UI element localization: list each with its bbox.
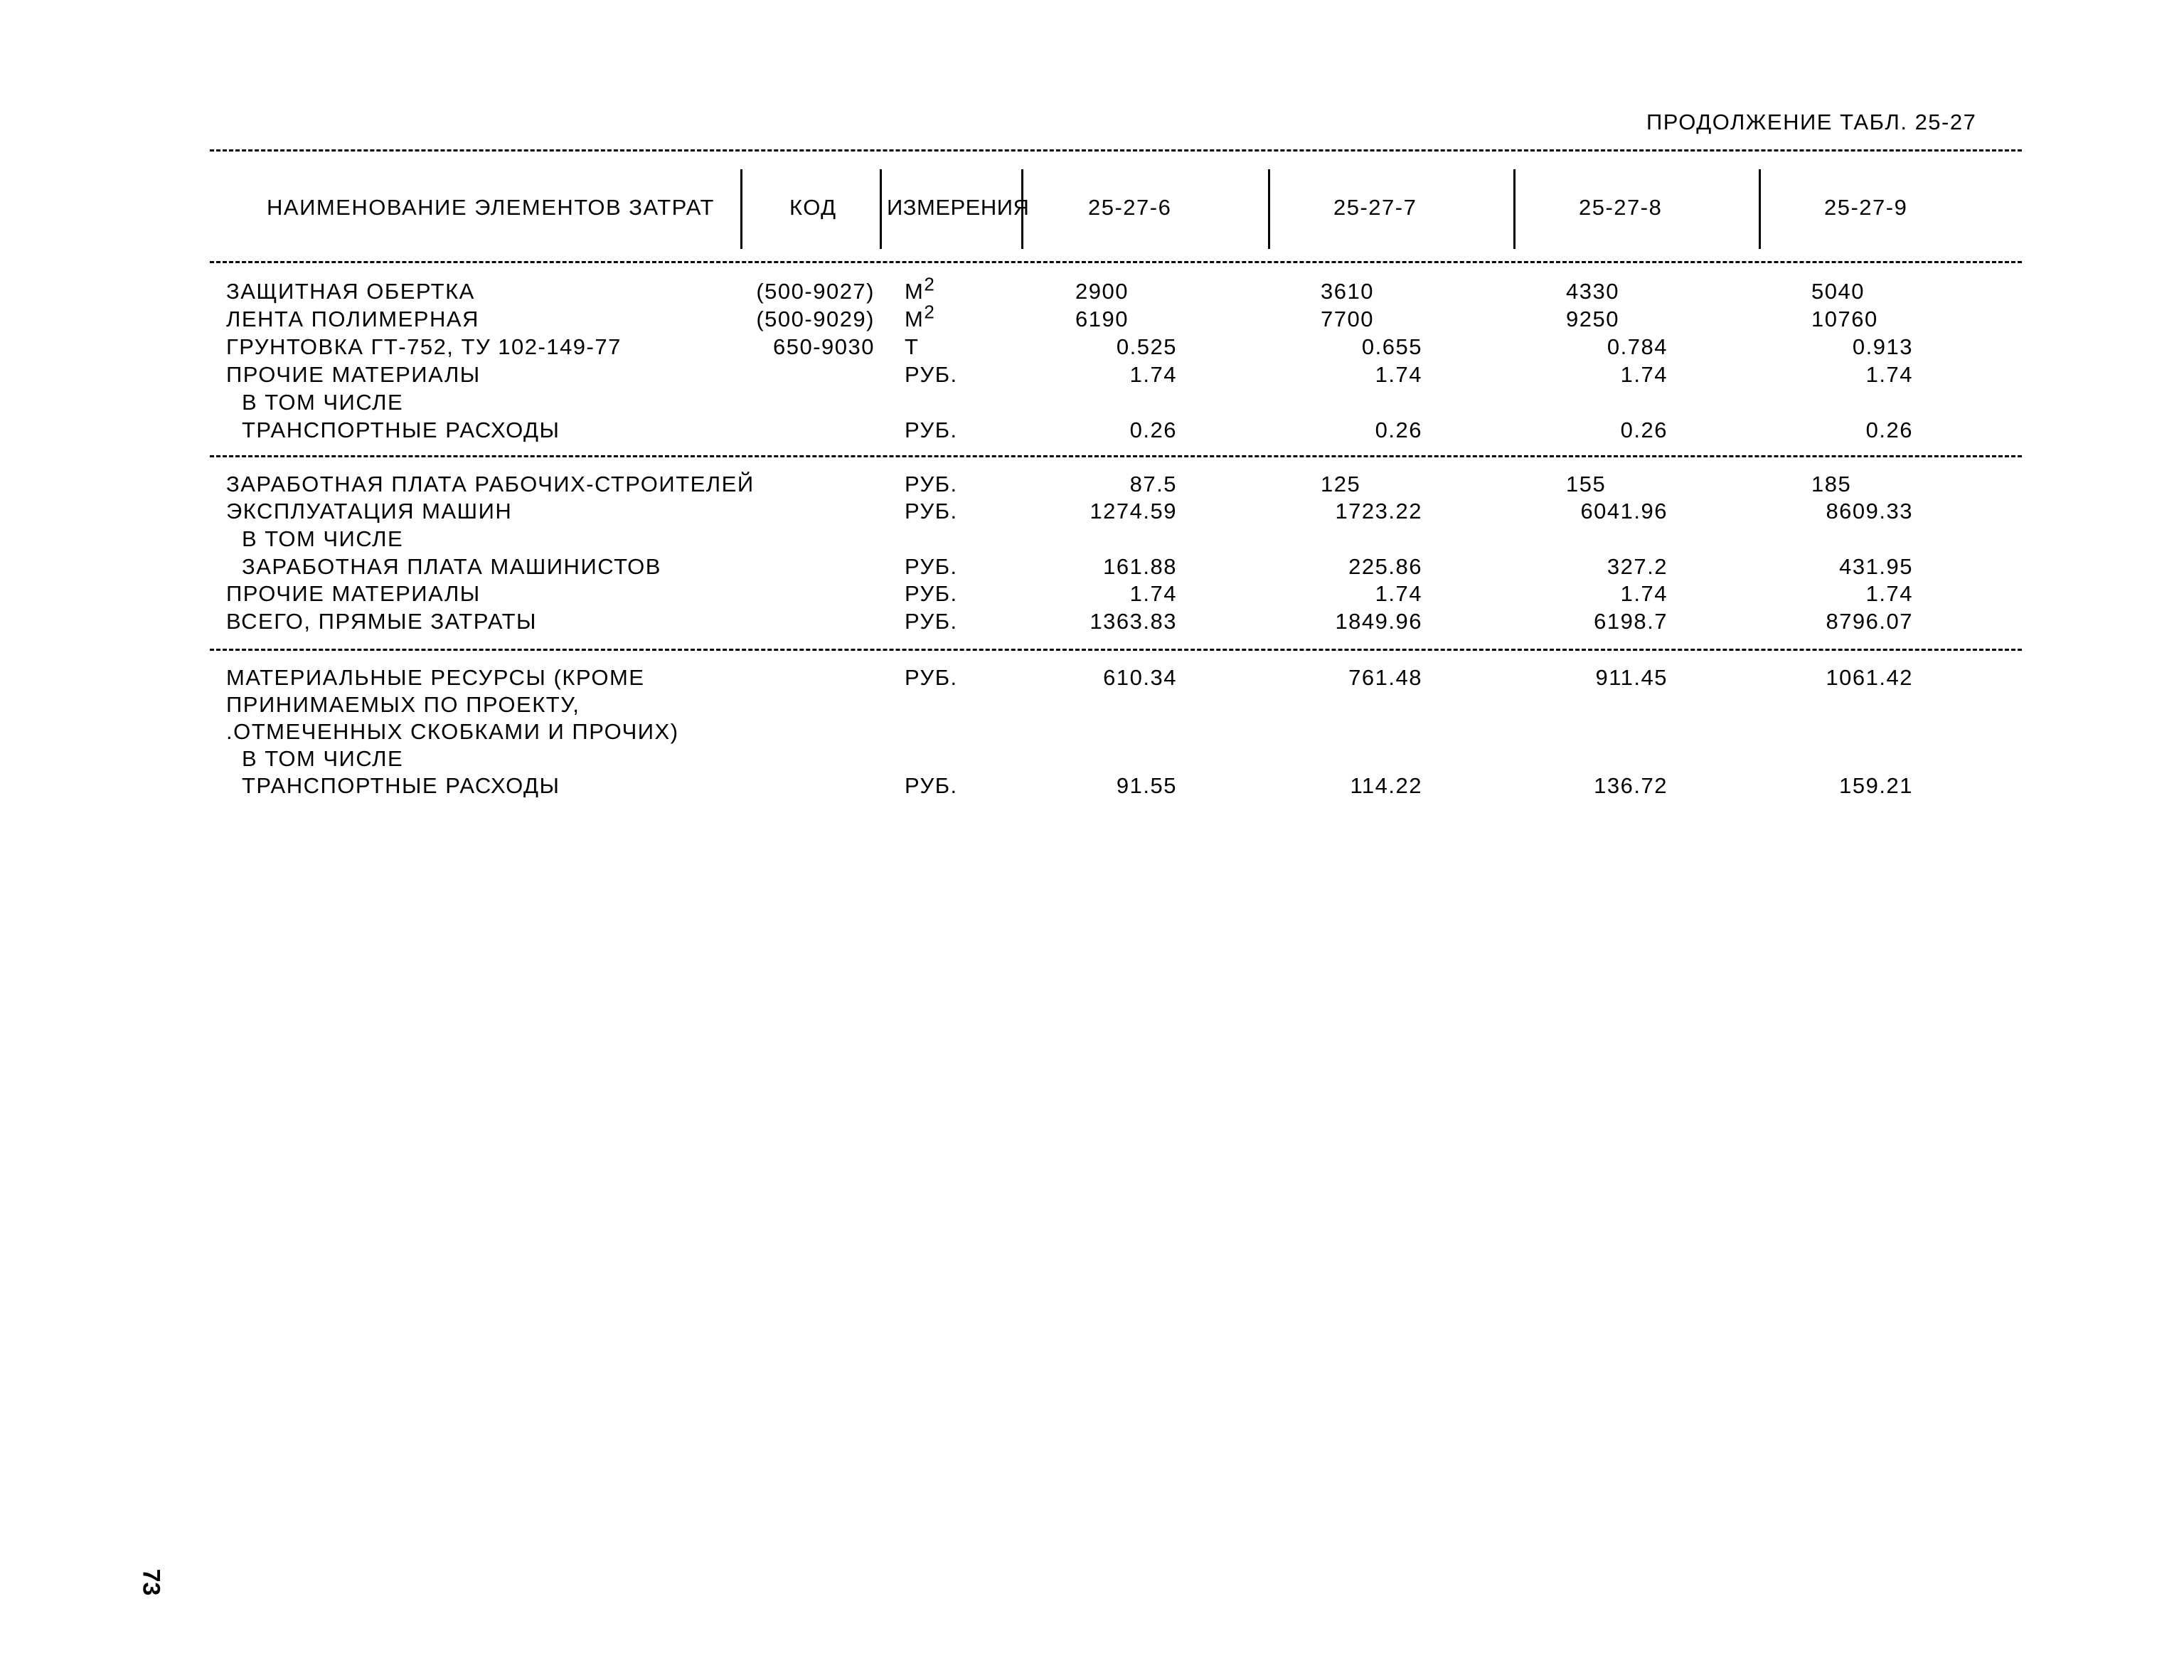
header-separator <box>1759 169 1761 249</box>
row-unit-text: РУБ. <box>905 609 958 634</box>
row-value: 114.22 <box>1350 773 1422 798</box>
row-unit-text: РУБ. <box>905 773 958 798</box>
row-name: ПРИНИМАЕМЫХ ПО ПРОЕКТУ, <box>226 692 580 717</box>
row-unit-text: РУБ. <box>905 554 958 579</box>
row-unit <box>905 273 936 304</box>
row-unit-text: Т <box>905 334 920 359</box>
row-name: ГРУНТОВКА ГТ-752, ТУ 102-149-77 <box>226 334 622 359</box>
row-value: 1.74 <box>1620 581 1668 606</box>
row-value: 9250 <box>1566 307 1619 331</box>
row-value: 159.21 <box>1839 773 1913 798</box>
row-value: 0.655 <box>1361 334 1422 359</box>
row-code: (500-9027) <box>756 279 875 304</box>
header-separator <box>880 169 882 249</box>
row-value: 327.2 <box>1607 554 1668 579</box>
row-unit-superscript: 2 <box>924 301 936 323</box>
row-name: В ТОМ ЧИСЛЕ <box>242 390 404 415</box>
table-caption: ПРОДОЛЖЕНИЕ ТАБЛ. 25-27 <box>1646 110 1977 134</box>
row-code: (500-9029) <box>756 307 875 331</box>
row-name: В ТОМ ЧИСЛЕ <box>242 526 404 551</box>
row-unit-text: РУБ. <box>905 499 958 523</box>
row-unit-superscript: 2 <box>924 273 936 295</box>
row-unit-text: М <box>905 307 925 331</box>
row-value: 1723.22 <box>1335 499 1422 523</box>
row-name: ТРАНСПОРТНЫЕ РАСХОДЫ <box>242 773 560 798</box>
row-value: 911.45 <box>1595 665 1668 690</box>
row-name: ПРОЧИЕ МАТЕРИАЛЫ <box>226 362 481 387</box>
row-value: 5040 <box>1811 279 1865 304</box>
row-value: 1.74 <box>1129 581 1177 606</box>
row-value: 610.34 <box>1103 665 1177 690</box>
header-separator <box>1268 169 1270 249</box>
row-unit <box>905 499 958 524</box>
row-unit <box>905 581 958 607</box>
row-name: ТРАНСПОРТНЫЕ РАСХОДЫ <box>242 418 560 442</box>
row-value: 1.74 <box>1129 362 1177 387</box>
header-separator <box>1513 169 1516 249</box>
row-value: 0.525 <box>1116 334 1177 359</box>
row-value: 761.48 <box>1348 665 1422 690</box>
row-value: 136.72 <box>1594 773 1668 798</box>
row-value: 0.26 <box>1865 418 1913 442</box>
header-col-3: 25-27-8 <box>1579 195 1663 220</box>
row-value: 0.784 <box>1607 334 1668 359</box>
header-unit: ИЗМЕРЕНИЯ <box>887 195 1030 220</box>
row-name: ЭКСПЛУАТАЦИЯ МАШИН <box>226 499 513 523</box>
row-name: ЗАЩИТНАЯ ОБЕРТКА <box>226 279 475 304</box>
header-name: НАИМЕНОВАНИЕ ЭЛЕМЕНТОВ ЗАТРАТ <box>267 195 715 220</box>
rule-section-1 <box>210 455 2022 457</box>
row-unit <box>905 609 958 634</box>
row-unit-text: РУБ. <box>905 362 958 387</box>
row-name: ВСЕГО, ПРЯМЫЕ ЗАТРАТЫ <box>226 609 537 634</box>
row-value: 8796.07 <box>1826 609 1913 634</box>
row-unit-text: РУБ. <box>905 472 958 496</box>
row-value: 1849.96 <box>1335 609 1422 634</box>
row-unit <box>905 301 936 332</box>
row-value: 185 <box>1811 472 1852 496</box>
header-col-4: 25-27-9 <box>1824 195 1908 220</box>
row-unit <box>905 773 958 799</box>
row-value: 1.74 <box>1865 581 1913 606</box>
row-unit-text: РУБ. <box>905 665 958 690</box>
row-unit <box>905 362 958 388</box>
row-name: ЗАРАБОТНАЯ ПЛАТА РАБОЧИХ-СТРОИТЕЛЕЙ <box>226 472 755 496</box>
row-value: 1.74 <box>1375 362 1422 387</box>
row-value: 3610 <box>1321 279 1374 304</box>
row-value: 1274.59 <box>1090 499 1177 523</box>
row-unit-text: М <box>905 279 925 304</box>
row-value: 6198.7 <box>1594 609 1668 634</box>
row-value: 7700 <box>1321 307 1374 331</box>
row-value: 91.55 <box>1116 773 1177 798</box>
row-value: 0.913 <box>1852 334 1913 359</box>
row-name: В ТОМ ЧИСЛЕ <box>242 746 404 771</box>
row-unit-text: РУБ. <box>905 418 958 442</box>
row-value: 87.5 <box>1129 472 1177 496</box>
row-value: 125 <box>1321 472 1361 496</box>
row-unit-text: РУБ. <box>905 581 958 606</box>
row-value: 1363.83 <box>1090 609 1177 634</box>
row-name: МАТЕРИАЛЬНЫЕ РЕСУРСЫ (КРОМЕ <box>226 665 645 690</box>
row-name: ЗАРАБОТНАЯ ПЛАТА МАШИНИСТОВ <box>242 554 661 579</box>
row-value: 0.26 <box>1375 418 1422 442</box>
row-value: 0.26 <box>1620 418 1668 442</box>
rule-section-2 <box>210 649 2022 651</box>
row-unit <box>905 665 958 691</box>
header-code: КОД <box>789 195 837 220</box>
header-col-2: 25-27-7 <box>1333 195 1417 220</box>
row-value: 0.26 <box>1129 418 1177 442</box>
row-value: 431.95 <box>1839 554 1913 579</box>
row-name: ПРОЧИЕ МАТЕРИАЛЫ <box>226 581 481 606</box>
row-code: 650-9030 <box>772 334 875 359</box>
header-separator <box>740 169 742 249</box>
row-value: 225.86 <box>1348 554 1422 579</box>
row-name: ЛЕНТА ПОЛИМЕРНАЯ <box>226 307 479 331</box>
row-value: 1.74 <box>1865 362 1913 387</box>
rule-header-bottom <box>210 261 2022 263</box>
row-value: 1061.42 <box>1826 665 1913 690</box>
row-value: 4330 <box>1566 279 1619 304</box>
row-value: 161.88 <box>1103 554 1177 579</box>
row-value: 6041.96 <box>1580 499 1668 523</box>
row-value: 6190 <box>1075 307 1129 331</box>
row-value: 2900 <box>1075 279 1129 304</box>
row-unit <box>905 554 958 580</box>
row-unit <box>905 472 958 497</box>
header-col-1: 25-27-6 <box>1088 195 1172 220</box>
row-unit <box>905 334 919 360</box>
row-value: 8609.33 <box>1826 499 1913 523</box>
row-name: .ОТМЕЧЕННЫХ СКОБКАМИ И ПРОЧИХ) <box>226 719 679 744</box>
rule-top <box>210 149 2022 151</box>
row-value: 10760 <box>1811 307 1878 331</box>
row-value: 155 <box>1566 472 1607 496</box>
page-number: 73 <box>137 1568 165 1596</box>
row-value: 1.74 <box>1620 362 1668 387</box>
row-unit <box>905 418 958 443</box>
row-value: 1.74 <box>1375 581 1422 606</box>
